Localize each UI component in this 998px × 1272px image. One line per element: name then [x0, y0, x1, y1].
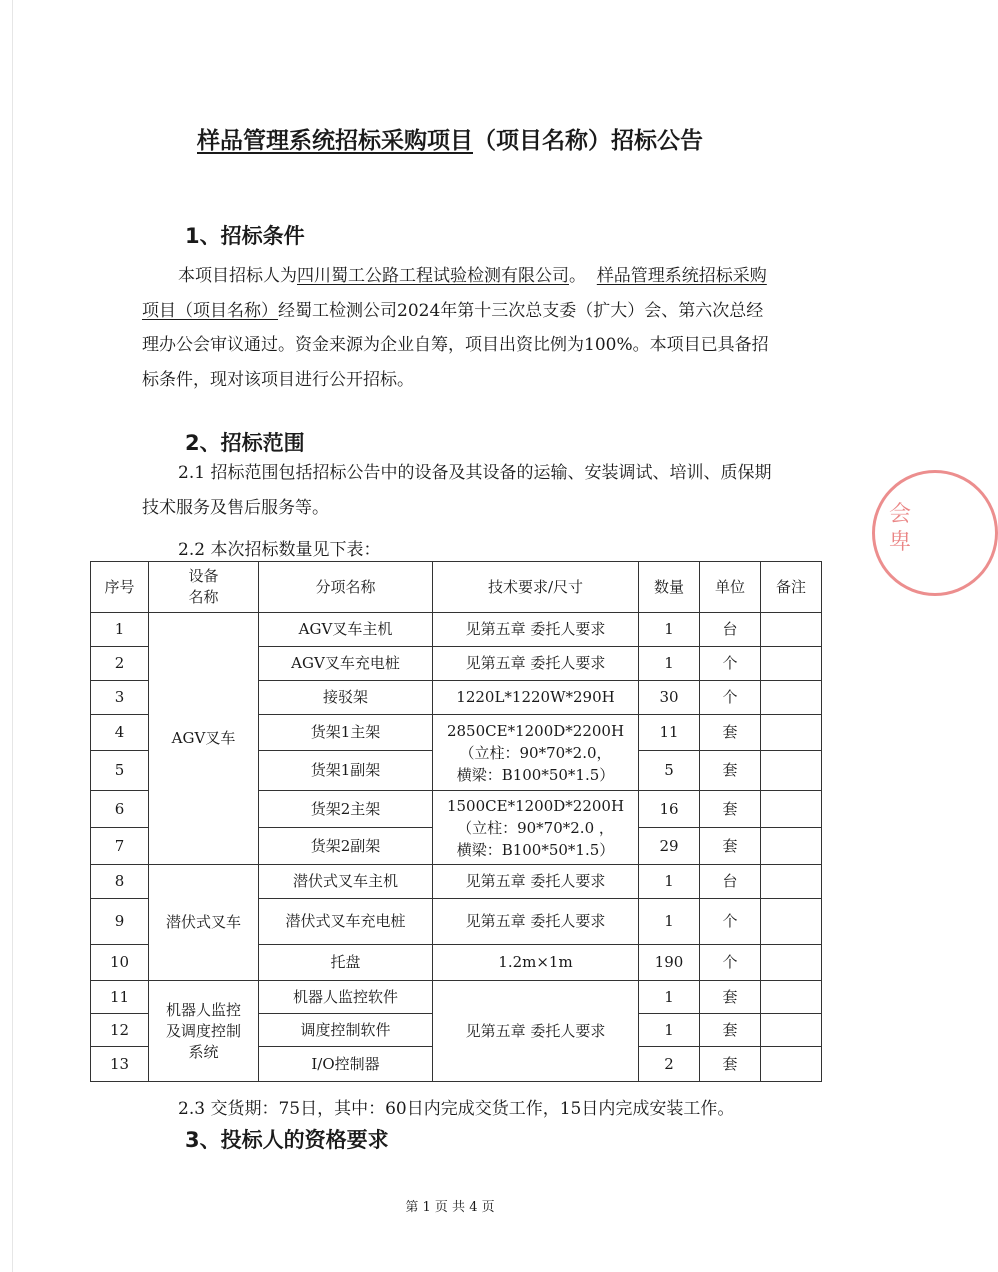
row-qty: 190: [639, 945, 700, 981]
row-unit: 套: [700, 981, 761, 1014]
row-item: I/O控制器: [259, 1047, 433, 1082]
row-no: 12: [91, 1014, 149, 1047]
row-unit: 台: [700, 865, 761, 899]
row-note: [761, 1014, 822, 1047]
row-unit: 套: [700, 1014, 761, 1047]
table-row: [91, 981, 822, 1014]
row-unit: 套: [700, 715, 761, 751]
row-spec: 见第五章 委托人要求: [433, 647, 639, 681]
group-name: 机器人监控 及调度控制 系统: [149, 981, 259, 1082]
row-item: 货架2副架: [259, 828, 433, 865]
row-item: AGV叉车主机: [259, 613, 433, 647]
row-note: [761, 981, 822, 1014]
project-name: 样品管理系统招标采购项目（项目名称）: [142, 266, 767, 321]
row-note: [761, 791, 822, 828]
row-item: 潜伏式叉车充电桩: [259, 899, 433, 945]
header-cell: 备注: [761, 562, 822, 613]
row-qty: 29: [639, 828, 700, 865]
title-project-name: 样品管理系统招标采购项目: [197, 128, 473, 154]
section1-paragraph: [142, 259, 774, 397]
row-item: 货架1副架: [259, 751, 433, 791]
header-cell: 数量: [639, 562, 700, 613]
row-qty: 1: [639, 647, 700, 681]
section2-2-text: 2.2 本次招标数量见下表：: [178, 540, 381, 560]
row-no: 7: [91, 828, 149, 865]
row-spec: 见第五章 委托人要求: [433, 899, 639, 945]
row-qty: 1: [639, 613, 700, 647]
row-item: AGV叉车充电桩: [259, 647, 433, 681]
row-qty: 11: [639, 715, 700, 751]
row-unit: 套: [700, 791, 761, 828]
row-item: 接驳架: [259, 681, 433, 715]
row-note: [761, 681, 822, 715]
section1-heading: 1、招标条件: [185, 224, 305, 248]
group-name: AGV叉车: [149, 613, 259, 865]
row-item: 货架2主架: [259, 791, 433, 828]
row-spec: 1220L*1220W*290H: [433, 681, 639, 715]
row-note: [761, 1047, 822, 1082]
row-item: 货架1主架: [259, 715, 433, 751]
section1-text-start: 本项目招标人为: [178, 266, 297, 286]
header-cell: 单位: [700, 562, 761, 613]
row-spec: 1.2m×1m: [433, 945, 639, 981]
header-cell: 序号: [91, 562, 149, 613]
row-no: 10: [91, 945, 149, 981]
table-row: [91, 613, 822, 647]
header-cell: 设备 名称: [149, 562, 259, 613]
page-title: [0, 122, 900, 155]
row-no: 8: [91, 865, 149, 899]
row-note: [761, 715, 822, 751]
row-unit: 套: [700, 828, 761, 865]
row-note: [761, 899, 822, 945]
row-note: [761, 613, 822, 647]
row-spec: 见第五章 委托人要求: [433, 865, 639, 899]
row-item: 机器人监控软件: [259, 981, 433, 1014]
row-unit: 套: [700, 1047, 761, 1082]
bid-quantity-table: [90, 561, 822, 1082]
table-row: [91, 865, 822, 899]
row-no: 13: [91, 1047, 149, 1082]
row-qty: 16: [639, 791, 700, 828]
row-no: 1: [91, 613, 149, 647]
tenderer-name: 四川蜀工公路工程试验检测有限公司: [297, 266, 569, 286]
row-qty: 2: [639, 1047, 700, 1082]
row-item: 调度控制软件: [259, 1014, 433, 1047]
row-unit: 个: [700, 899, 761, 945]
row-qty: 5: [639, 751, 700, 791]
row-no: 6: [91, 791, 149, 828]
section2-heading: 2、招标范围: [185, 431, 305, 455]
row-qty: 1: [639, 1014, 700, 1047]
row-note: [761, 865, 822, 899]
section2-1-text: 2.1 招标范围包括招标公告中的设备及其设备的运输、安装调试、培训、质保期技术服务及售后服务等。: [142, 463, 772, 518]
page-footer: 第 1 页 共 4 页: [405, 1200, 495, 1215]
row-note: [761, 828, 822, 865]
row-item: 潜伏式叉车主机: [259, 865, 433, 899]
header-cell: 技术要求/尺寸: [433, 562, 639, 613]
group-name: 潜伏式叉车: [149, 865, 259, 981]
row-no: 5: [91, 751, 149, 791]
row-qty: 1: [639, 865, 700, 899]
row-unit: 个: [700, 647, 761, 681]
row-unit: 个: [700, 945, 761, 981]
section1-text-rest: 经蜀工检测公司2024年第十三次总支委（扩大）会、第六次总经理办公会审议通过。资金来源为企业自筹，项目出资比例为100%。本项目已具备招标条件，现对该项目进行公开招标。: [142, 300, 769, 390]
row-qty: 1: [639, 981, 700, 1014]
row-unit: 个: [700, 681, 761, 715]
row-qty: 1: [639, 899, 700, 945]
header-cell: 分项名称: [259, 562, 433, 613]
row-unit: 台: [700, 613, 761, 647]
row-no: 2: [91, 647, 149, 681]
row-spec: 见第五章 委托人要求: [433, 981, 639, 1082]
row-spec: 1500CE*1200D*2200H （立柱：90*70*2.0 ， 横梁：B100*50*1.5）: [433, 791, 639, 865]
row-no: 11: [91, 981, 149, 1014]
row-no: 3: [91, 681, 149, 715]
row-item: 托盘: [259, 945, 433, 981]
row-qty: 30: [639, 681, 700, 715]
row-note: [761, 945, 822, 981]
section2-3-text: 2.3 交货期：75日，其中：60日内完成交货工作，15日内完成安装工作。: [178, 1099, 735, 1119]
row-note: [761, 751, 822, 791]
row-note: [761, 647, 822, 681]
row-no: 9: [91, 899, 149, 945]
section2-1-paragraph: [142, 456, 774, 525]
table-header-row: [91, 562, 822, 613]
title-rest: （项目名称）招标公告: [473, 128, 703, 154]
row-no: 4: [91, 715, 149, 751]
scan-edge-line: [12, 0, 13, 1272]
row-unit: 套: [700, 751, 761, 791]
row-spec: 见第五章 委托人要求: [433, 613, 639, 647]
company-seal-stamp: 会 卑: [872, 470, 998, 596]
section3-heading: 3、投标人的资格要求: [185, 1128, 389, 1152]
section1-sep: 。: [569, 266, 586, 286]
row-spec: 2850CE*1200D*2200H （立柱：90*70*2.0， 横梁：B100*50*1.5）: [433, 715, 639, 791]
